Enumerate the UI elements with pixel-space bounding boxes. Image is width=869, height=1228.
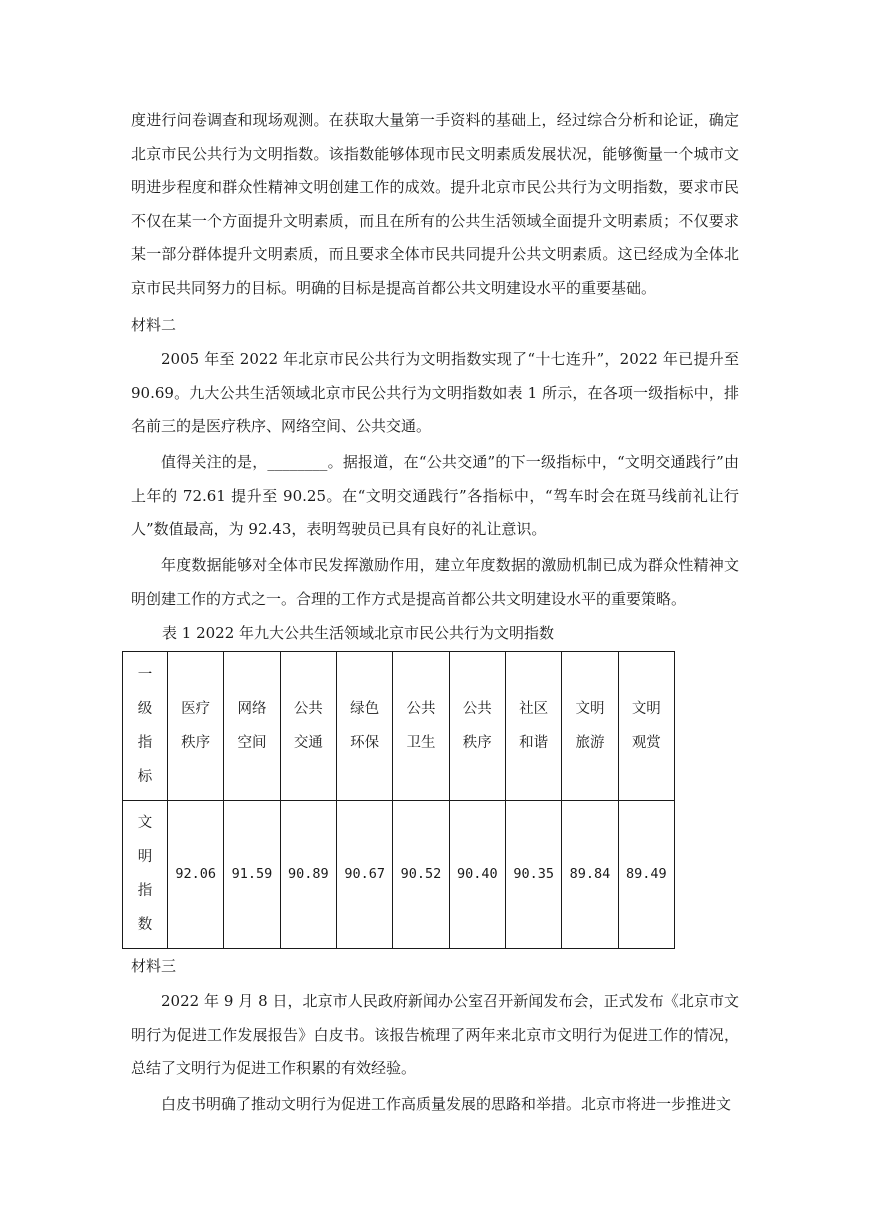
section-label-material-3: 材料三 xyxy=(131,957,177,975)
paragraph-blank-question: 值得关注的是，________。据报道，在“公共交通”的下一级指标中，“文明交通践行”由上年的 72.61 提升至 90.25。在“文明交通践行”各指标中，“驾车时会在斑马线前礼让行人”数值最高，为 92.43，表明驾驶员已具有良好的礼让意识。 xyxy=(131,453,739,538)
column-header: 社区和谐 xyxy=(505,652,561,801)
table-cell: 89.84 xyxy=(562,800,618,949)
table-caption: 表 1 2022 年九大公共生活领域北京市民公共行为文明指数 xyxy=(162,624,555,642)
paragraph-intro: 度进行问卷调查和现场观测。在获取大量第一手资料的基础上，经过综合分析和论证，确定北京市民公共行为文明指数。该指数能够体现市民文明素质发展状况，能够衡量一个城市文明进步程度和群众性精神文明创建工作的成效。提升北京市民公共行为文明指数，要求市民不仅在某一个方面提升文明素质，而且在所有的公共生活领域全面提升文明素质；不仅要求某一部分群体提升文明素质，而且要求全体市民共同提升公共文明素质。这已经成为全体北京市民共同努力的目标。明确的目标是提高首都公共文明建设水平的重要基础。 xyxy=(131,111,739,297)
column-header: 公共卫生 xyxy=(393,652,449,801)
table-row xyxy=(123,652,675,801)
table-cell: 91.59 xyxy=(224,800,280,949)
table-cell: 90.35 xyxy=(505,800,561,949)
column-header: 公共秩序 xyxy=(449,652,505,801)
column-header: 文明观赏 xyxy=(618,652,674,801)
column-header: 公共交通 xyxy=(280,652,336,801)
table-cell: 90.52 xyxy=(393,800,449,949)
section-label-material-2: 材料二 xyxy=(131,316,177,334)
paragraph-material-2-intro: 2005 年至 2022 年北京市民公共行为文明指数实现了“十七连升”，2022 年已提升至 90.69。九大公共生活领域北京市民公共行为文明指数如表 1 所示，在各项一级指标中，排名前三的是医疗秩序、网络空间、公共交通。 xyxy=(131,350,739,435)
table-cell: 90.40 xyxy=(449,800,505,949)
column-header: 医疗秩序 xyxy=(168,652,224,801)
column-header: 文明旅游 xyxy=(562,652,618,801)
paragraph-white-paper: 白皮书明确了推动文明行为促进工作高质量发展的思路和举措。北京市将进一步推进文 xyxy=(161,1095,732,1113)
column-header: 绿色环保 xyxy=(336,652,392,801)
table-cell: 89.49 xyxy=(618,800,674,949)
row-header-indicator: 一级指标 xyxy=(123,652,168,801)
table-row xyxy=(123,800,675,949)
column-header: 网络空间 xyxy=(224,652,280,801)
paragraph-annual-data: 年度数据能够对全体市民发挥激励作用，建立年度数据的激励机制已成为群众性精神文明创建工作的方式之一。合理的工作方式是提高首都公共文明建设水平的重要策略。 xyxy=(131,556,739,608)
table-cell: 92.06 xyxy=(168,800,224,949)
row-header-index: 文明指数 xyxy=(123,800,168,949)
paragraph-material-3-intro: 2022 年 9 月 8 日，北京市人民政府新闻办公室召开新闻发布会，正式发布《北京市文明行为促进工作发展报告》白皮书。该报告梳理了两年来北京市文明行为促进工作的情况，总结了文明行为促进工作积累的有效经验。 xyxy=(131,992,739,1077)
civility-index-table xyxy=(122,651,675,949)
table-cell: 90.89 xyxy=(280,800,336,949)
table-cell: 90.67 xyxy=(336,800,392,949)
